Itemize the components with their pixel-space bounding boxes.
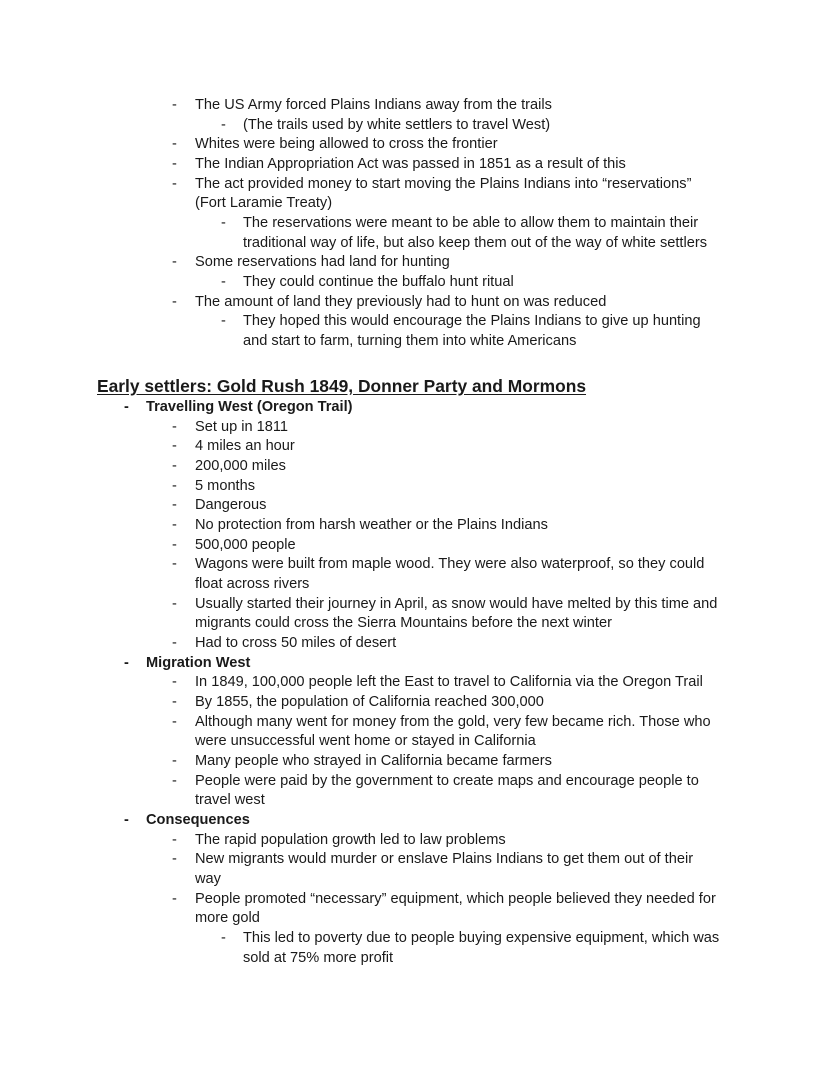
- list-item-continuation: sold at 75% more profit: [243, 950, 394, 966]
- list-item: Usually started their journey in April, as snow would have melted by this time and: [195, 596, 718, 612]
- list-item: The Indian Appropriation Act was passed in 1851 as a result of this: [195, 156, 626, 172]
- list-item-continuation: float across rivers: [195, 576, 310, 592]
- list-item: The US Army forced Plains Indians away from the trails: [195, 97, 552, 113]
- bullet-dash: -: [172, 458, 177, 474]
- bullet-dash: -: [221, 930, 226, 946]
- bullet-dash: -: [172, 773, 177, 789]
- list-item: Some reservations had land for hunting: [195, 254, 450, 270]
- bullet-dash: -: [172, 517, 177, 533]
- bullet-dash: -: [172, 294, 177, 310]
- list-item-continuation: more gold: [195, 910, 260, 926]
- list-item: The reservations were meant to be able to allow them to maintain their: [243, 215, 699, 231]
- bullet-dash: -: [172, 156, 177, 172]
- list-item-continuation: (Fort Laramie Treaty): [195, 195, 333, 211]
- group-title: Migration West: [146, 655, 251, 671]
- list-item: 500,000 people: [195, 537, 296, 553]
- bullet-dash: -: [221, 274, 226, 290]
- bullet-dash: -: [172, 176, 177, 192]
- list-item: Dangerous: [195, 497, 267, 513]
- bullet-dash: -: [172, 419, 177, 435]
- list-item: Wagons were built from maple wood. They were also waterproof, so they could: [195, 556, 705, 572]
- list-item-continuation: migrants could cross the Sierra Mountains before the next winter: [195, 615, 612, 631]
- list-item-continuation: and start to farm, turning them into white Americans: [243, 333, 577, 349]
- bullet-dash: -: [172, 497, 177, 513]
- list-item: Although many went for money from the gold, very few became rich. Those who: [195, 714, 711, 730]
- bullet-dash: -: [172, 537, 177, 553]
- group-title: Travelling West (Oregon Trail): [146, 399, 353, 415]
- bullet-dash: -: [172, 556, 177, 572]
- list-item: 200,000 miles: [195, 458, 286, 474]
- list-item: By 1855, the population of California reached 300,000: [195, 694, 544, 710]
- bullet-dash: -: [124, 399, 129, 415]
- list-item-continuation: were unsuccessful went home or stayed in California: [195, 733, 536, 749]
- bullet-dash: -: [221, 313, 226, 329]
- list-item-continuation: way: [195, 871, 221, 887]
- list-item: No protection from harsh weather or the Plains Indians: [195, 517, 548, 533]
- list-item: Whites were being allowed to cross the frontier: [195, 136, 498, 152]
- list-item: In 1849, 100,000 people left the East to travel to California via the Oregon Trail: [195, 674, 703, 690]
- bullet-dash: -: [221, 117, 226, 133]
- list-item: Had to cross 50 miles of desert: [195, 635, 397, 651]
- list-item: People promoted “necessary” equipment, which people believed they needed for: [195, 891, 716, 907]
- bullet-dash: -: [172, 438, 177, 454]
- list-item: The rapid population growth led to law problems: [195, 832, 506, 848]
- list-item: They could continue the buffalo hunt ritual: [243, 274, 514, 290]
- bullet-dash: -: [124, 655, 129, 671]
- bullet-dash: -: [124, 812, 129, 828]
- list-item: They hoped this would encourage the Plains Indians to give up hunting: [243, 313, 701, 329]
- list-item: The act provided money to start moving the Plains Indians into “reservations”: [195, 176, 692, 192]
- bullet-dash: -: [172, 635, 177, 651]
- list-item-continuation: traditional way of life, but also keep them out of the way of white settlers: [243, 235, 707, 251]
- bullet-dash: -: [172, 596, 177, 612]
- bullet-dash: -: [172, 478, 177, 494]
- list-item: The amount of land they previously had to hunt on was reduced: [195, 294, 607, 310]
- bullet-dash: -: [172, 254, 177, 270]
- list-item: 5 months: [195, 478, 256, 494]
- list-item: This led to poverty due to people buying expensive equipment, which was: [243, 930, 720, 946]
- bullet-dash: -: [172, 714, 177, 730]
- bullet-dash: -: [172, 851, 177, 867]
- group-title: Consequences: [146, 812, 250, 828]
- list-item: Set up in 1811: [195, 419, 289, 435]
- bullet-dash: -: [172, 136, 177, 152]
- list-item: People were paid by the government to create maps and encourage people to: [195, 773, 699, 789]
- list-item-continuation: travel west: [195, 792, 265, 808]
- list-item: (The trails used by white settlers to travel West): [243, 117, 551, 133]
- bullet-dash: -: [172, 97, 177, 113]
- section-heading: Early settlers: Gold Rush 1849, Donner Party and Mormons: [97, 376, 587, 396]
- list-item: New migrants would murder or enslave Plains Indians to get them out of their: [195, 851, 694, 867]
- list-item: Many people who strayed in California became farmers: [195, 753, 552, 769]
- bullet-dash: -: [172, 832, 177, 848]
- list-item: 4 miles an hour: [195, 438, 295, 454]
- bullet-dash: -: [172, 891, 177, 907]
- bullet-dash: -: [221, 215, 226, 231]
- bullet-dash: -: [172, 694, 177, 710]
- bullet-dash: -: [172, 674, 177, 690]
- bullet-dash: -: [172, 753, 177, 769]
